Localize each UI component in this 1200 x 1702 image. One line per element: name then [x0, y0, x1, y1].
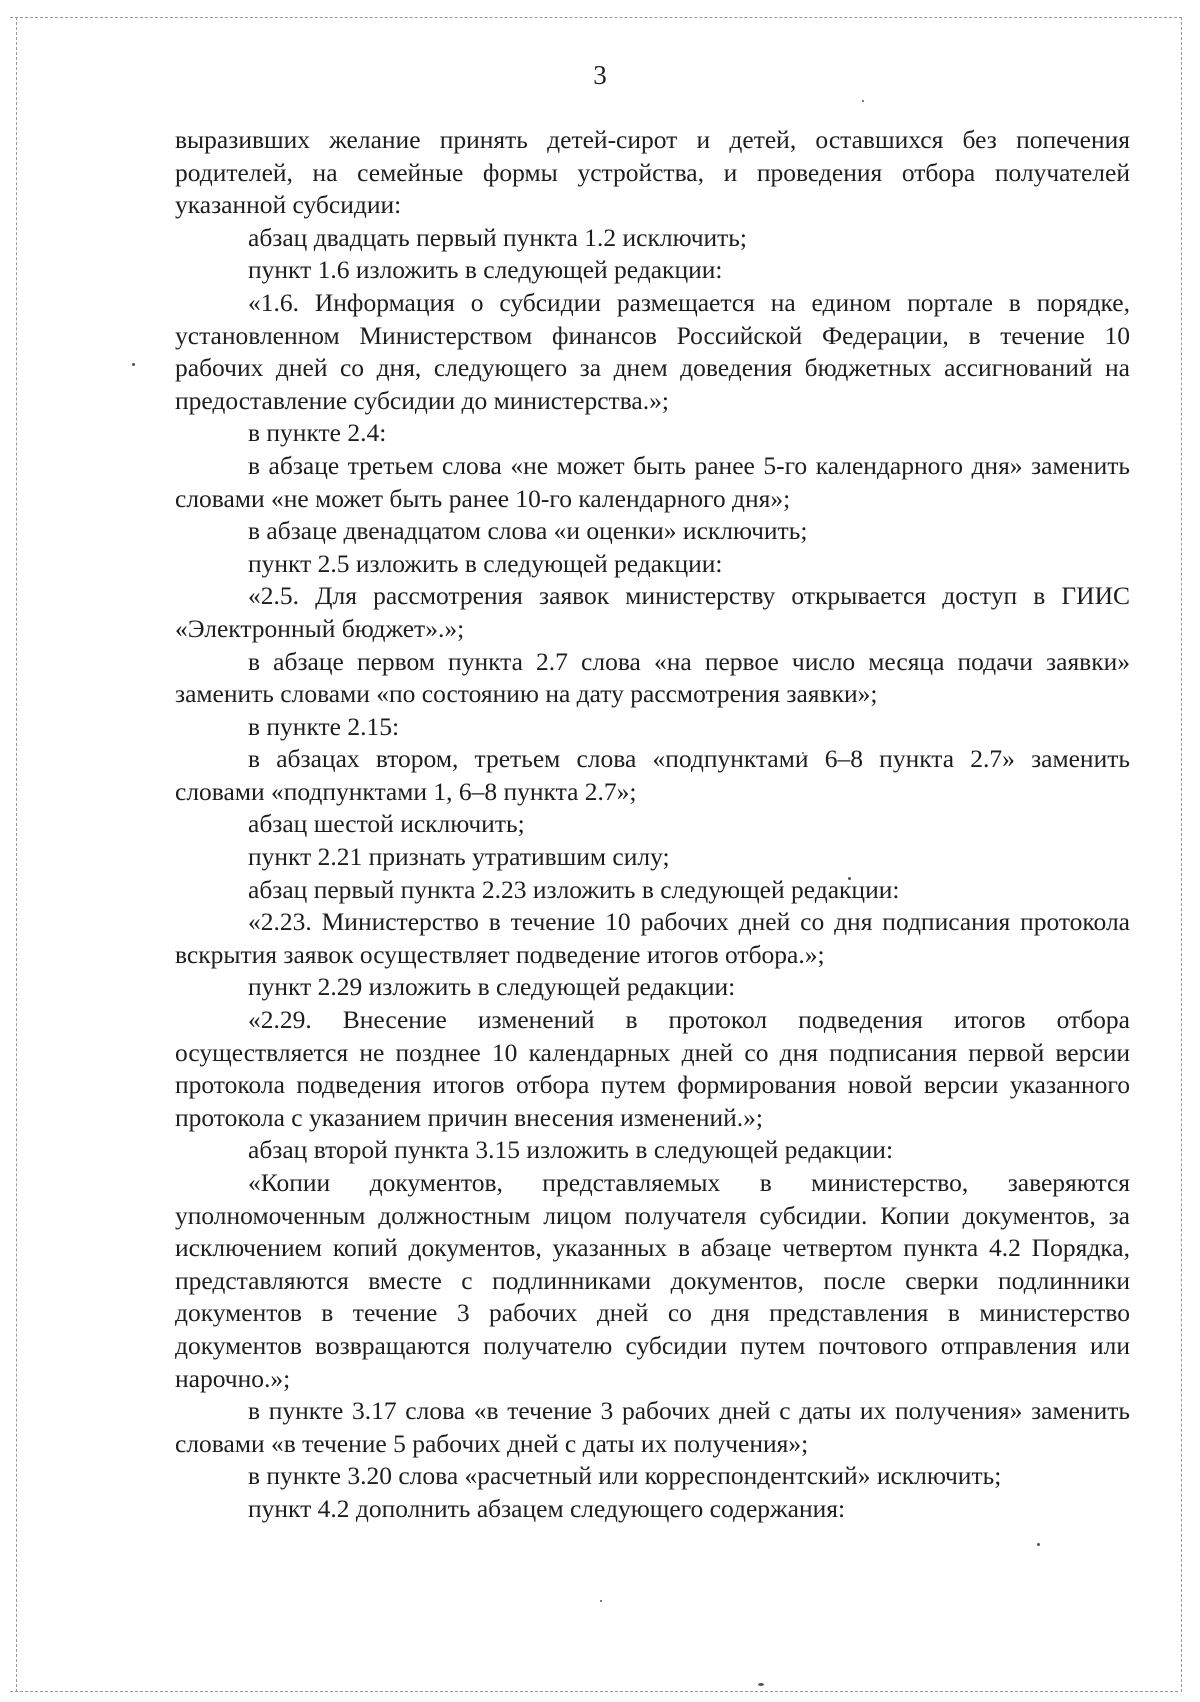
paragraph: выразивших желание принять детей-сирот и детей, оставшихся без попечения родителей, на семейные формы устройства, и проведения отбора получателей указанной субсидии:	[175, 125, 1130, 220]
scan-border-top	[10, 17, 1182, 18]
paragraph: пункт 2.29 изложить в следующей редакции:	[248, 972, 736, 1002]
paragraph: пункт 2.21 признать утратившим силу;	[248, 842, 670, 872]
paragraph: в абзацах втором, третьем слова «подпунктами 6–8 пункта 2.7» заменить словами «подпунктами 1, 6–8 пункта 2.7»;	[175, 744, 1130, 806]
paragraph: «1.6. Информация о субсидии размещается на едином портале в порядке, установленном Министерством финансов Российской Федерации, в течение 10 рабочих дней со дня, следующего за днем доведения бюджетных ассигнований на предоставление субсидии до министерства.»;	[175, 287, 1130, 415]
scan-border-right	[1181, 17, 1182, 1692]
paragraph: абзац двадцать первый пункта 1.2 исключить;	[248, 222, 748, 252]
paragraph: абзац шестой исключить;	[248, 809, 525, 839]
scan-border-bottom	[10, 1691, 1178, 1692]
paragraph: «2.23. Министерство в течение 10 рабочих дней со дня подписания протокола вскрытия заявок осуществляет подведение итогов отбора.»;	[175, 907, 1130, 969]
paragraph: в абзаце двенадцатом слова «и оценки» исключить;	[248, 516, 808, 546]
paragraph: абзац первый пункта 2.23 изложить в следующей редакции:	[248, 874, 900, 904]
page-number: 3	[593, 60, 607, 90]
paragraph: в пункте 3.20 слова «расчетный или корреспондентский» исключить;	[248, 1461, 1002, 1491]
paragraph: «2.5. Для рассмотрения заявок министерству открывается доступ в ГИИС «Электронный бюджет».»;	[175, 581, 1130, 643]
paragraph: в пункте 3.17 слова «в течение 3 рабочих дней с даты их получения» заменить словами «в течение 5 рабочих дней с даты их получения»;	[175, 1396, 1130, 1458]
paragraph: в абзаце первом пункта 2.7 слова «на первое число месяца подачи заявки» заменить словами «по состоянию на дату рассмотрения заявки»;	[175, 646, 1130, 709]
paragraph: пункт 4.2 дополнить абзацем следующего содержания:	[248, 1493, 846, 1523]
paragraph: «Копии документов, представляемых в министерство, заверяются уполномоченным должностным лицом получателя субсидии. Копии документов, за исключением копий документов, указанных в абзаце четвертом пункта 4.2 Порядка, представляются вместе с подлинниками документов, после сверки подлинники документов в течение 3 рабочих дней со дня представления в министерство документов возвращаются получателю субсидии путем почтового отправления или нарочно.»;	[175, 1168, 1130, 1393]
scan-border-left	[16, 17, 17, 1692]
paragraph: пункт 1.6 изложить в следующей редакции:	[248, 255, 723, 285]
paragraph: в пункте 2.15:	[248, 711, 400, 741]
paragraph: «2.29. Внесение изменений в протокол подведения итогов отбора осуществляется не позднее 10 календарных дней со дня подписания первой версии протокола подведения итогов отбора путем формирования новой версии указанного протокола с указанием причин внесения изменений.»;	[175, 1005, 1130, 1132]
paragraph: абзац второй пункта 3.15 изложить в следующей редакции:	[248, 1135, 894, 1165]
paragraph: в абзаце третьем слова «не может быть ранее 5-го календарного дня» заменить словами «не может быть ранее 10-го календарного дня»;	[175, 450, 1130, 513]
paragraph: пункт 2.5 изложить в следующей редакции:	[248, 548, 723, 578]
paragraph: в пункте 2.4:	[248, 418, 387, 448]
document-body	[175, 124, 1130, 1526]
